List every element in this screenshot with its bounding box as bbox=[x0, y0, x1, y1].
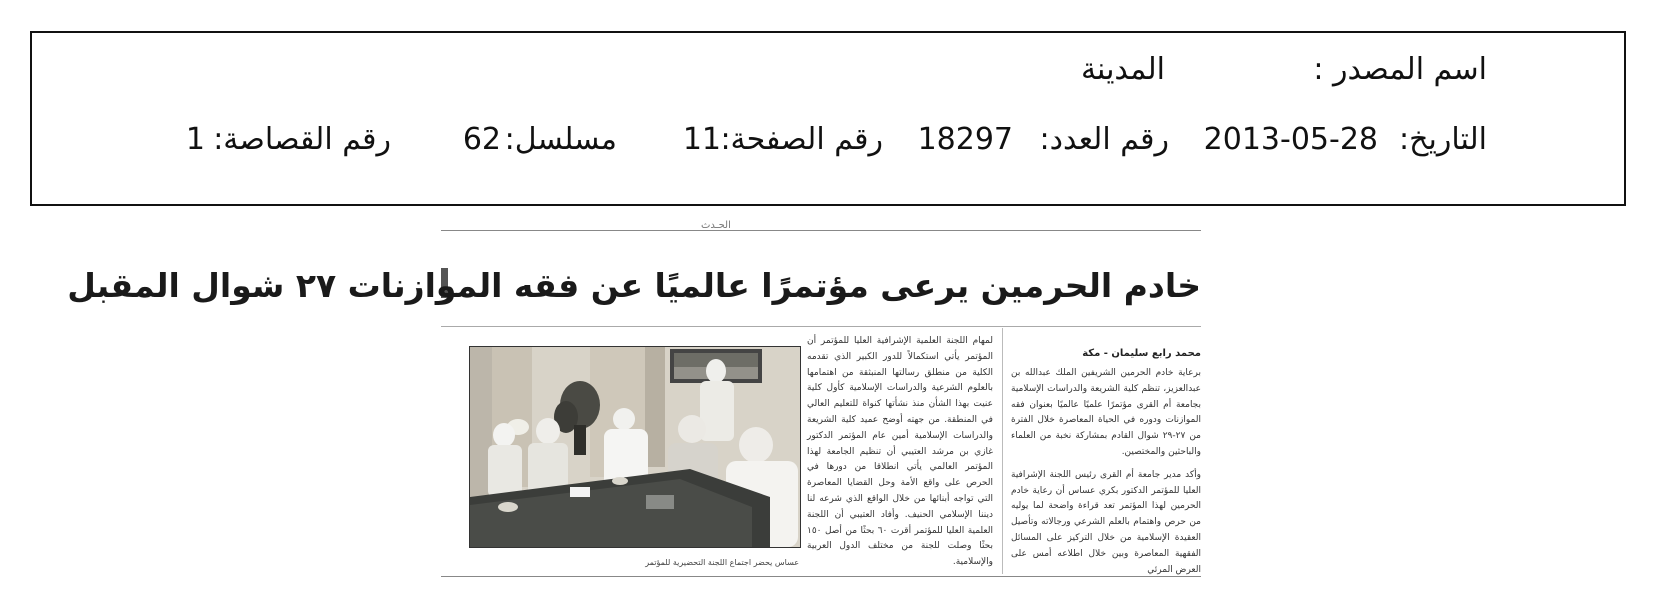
clip-number-label: رقم القصاصة: bbox=[213, 122, 391, 157]
column-divider bbox=[1002, 328, 1003, 574]
paragraph: برعاية خادم الحرمين الشريفين الملك عبدالله بن عبدالعزيز، تنظم كلية الشريعة والدراسات الإسلامية بجامعة أم القرى مؤتمرًا علميًا عالميًا بعنوان فقه الموازنات ودوره في الحياة المعاصرة خلال الفترة من ٢٧-٢٩ شوال القادم بمشاركة نخبة من العلماء والباحثين والمختصين. bbox=[1011, 368, 1201, 457]
issue-value: 18297 bbox=[917, 122, 1013, 157]
article-byline: محمد رابع سليمان - مكة bbox=[1082, 348, 1201, 359]
photo-caption: عساس يحضر اجتماع اللجنة التحضيرية للمؤتمر bbox=[645, 558, 799, 567]
page-label: رقم الصفحة: bbox=[720, 122, 883, 157]
text-column-right bbox=[1011, 366, 1201, 585]
clip-number-value: 1 bbox=[185, 122, 205, 157]
paragraph: وأكد مدير جامعة أم القرى رئيس اللجنة الإشرافية العليا للمؤتمر الدكتور بكري عساس أن رعاية خادم الحرمين لهذا المؤتمر تعد قراءة واضحة لما يوليه من حرص واهتمام بالعلم الشرعي ورجالاته وتأصيل العقيدة الإسلامية من خلال التركيز على المسائل الفقهية المعاصرة وبين خلال اطلاعه أمس على العرض المرئي bbox=[1011, 469, 1201, 575]
date-label: التاريخ: bbox=[1399, 122, 1487, 157]
text-column-middle bbox=[807, 334, 993, 578]
serial-value: 62 bbox=[462, 122, 501, 157]
article-headline: خادم الحرمين يرعى مؤتمرًا عالميًا عن فقه الموازنات ٢٧ شوال المقبل bbox=[67, 266, 1201, 305]
source-label: اسم المصدر : bbox=[1313, 52, 1487, 87]
page-value: 11 bbox=[682, 122, 721, 157]
bottom-rule bbox=[441, 576, 1201, 577]
date-value: 2013-05-28 bbox=[1203, 122, 1378, 157]
meeting-photo-illustration bbox=[470, 347, 800, 547]
top-rule bbox=[441, 230, 1201, 231]
serial-label: مسلسل: bbox=[504, 122, 617, 157]
article-photo bbox=[469, 346, 801, 548]
section-fragment: الحـدث bbox=[701, 220, 731, 231]
newspaper-clipping bbox=[67, 220, 1201, 580]
issue-label: رقم العدد: bbox=[1039, 122, 1169, 157]
source-value: المدينة bbox=[1080, 52, 1165, 87]
paragraph: لمهام اللجنة العلمية الإشرافية العليا للمؤتمر أن المؤتمر يأتي استكمالاً للدور الكبير الذي تقدمه الكلية من منطلق رسالتها المنبثقة من اهتمامها بالعلوم الشرعية والدراسات الإسلامية كأول كلية عنيت بهذا الشأن منذ نشأتها كنواة للتعليم العالي في المنطقة. من جهته أوضح عميد كلية الشريعة والدراسات الإسلامية أمين عام المؤتمر الدكتور غازي بن مرشد العتيبي أن تنظيم الجامعة لهذا المؤتمر العالمي يأتي انطلاقا من دورها في الحرص على واقع الأمة وحل القضايا المعاصرة التي تواجه أبنائها من خلال الواقع الذي شرعه لنا ديننا الإسلامي الحنيف. وأفاد العتيبي أن اللجنة العلمية العليا للمؤتمر أقرت ٦٠ بحثًا من أصل ١٥٠ بحثًا وصلت للجنة من مختلف الدول العربية والإسلامية. bbox=[807, 336, 993, 568]
headline-rule bbox=[441, 326, 1201, 327]
